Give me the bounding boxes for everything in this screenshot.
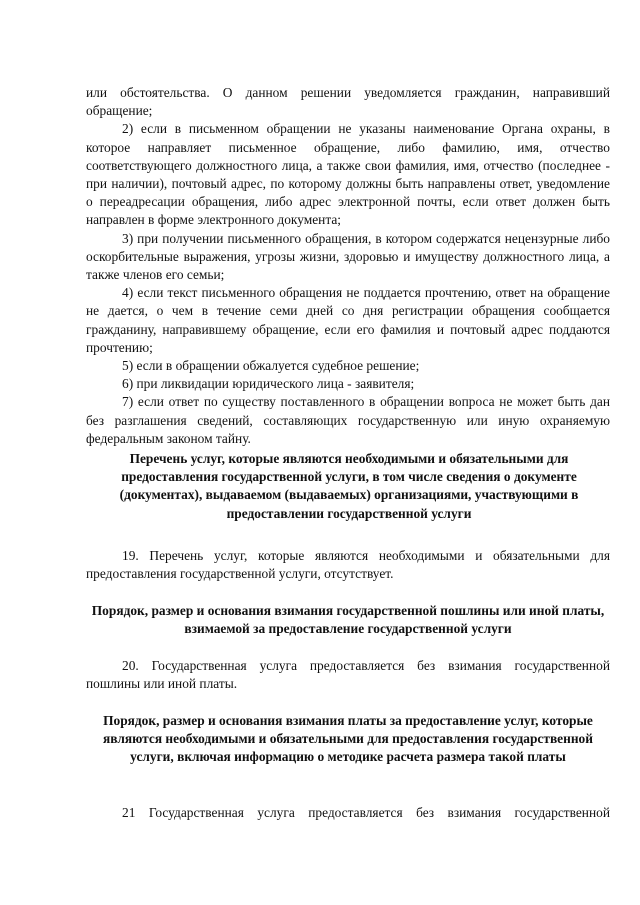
section-heading-duty [86,602,610,638]
paragraph-20-block [86,657,610,693]
paragraph-list [86,84,610,448]
paragraph-21-block [86,804,610,822]
paragraph-20: 20. Государственная услуга предоставляется без взимания государственной пошлины или иной платы. [86,658,610,692]
section-heading-fee [86,712,610,767]
section-heading: Порядок, размер и основания взимания платы за предоставление услуг, которые являются необходимыми и обязательными для предоставления государственной услуги, включая информацию о методике расчета размера такой платы [103,713,593,765]
list-item-2: 2) если в письменном обращении не указаны наименование Органа охраны, в которое направляет письменное обращение, либо фамилию, имя, отчество соответствующего должностного лица, а также свои фамилия, имя, отчество (последнее - при наличии), почтовый адрес, по которому должны быть направлены ответ, уведомление о переадресации обращения, либо адрес электронной почты, если ответ должен быть направлен в форме электронного документа; [86,121,610,228]
paragraph-21: 21 Государственная услуга предоставляется без взимания государственной [122,805,610,820]
list-item-4: 4) если текст письменного обращения не поддается прочтению, ответ на обращение не дается, о чем в течение семи дней со дня регистрации обращения сообщается гражданину, направившему обращение, если его фамилия и почтовый адрес поддаются прочтению; [86,285,610,355]
list-item-5: 5) если в обращении обжалуется судебное решение; [122,358,420,374]
paragraph-19-block [86,547,610,583]
list-item-6: 6) при ликвидации юридического лица - заявителя; [122,376,415,392]
section-heading: Перечень услуг, которые являются необходимыми и обязательными для предоставления государственной услуги, в том числе сведения о документе (документах), выдаваемом (выдаваемых) организациями, участвующими в предоставлении государственной услуги [119,451,579,521]
paragraph-continuation: или обстоятельства. О данном решении уведомляется гражданин, направивший обращение; [86,85,610,119]
section-heading: Порядок, размер и основания взимания государственной пошлины или иной платы, взимаемой за предоставление государственной услуги [91,603,605,637]
paragraph-19: 19. Перечень услуг, которые являются необходимыми и обязательными для предоставления государственной услуги, отсутствует. [86,548,610,582]
list-item-7: 7) если ответ по существу поставленного в обращении вопроса не может быть дан без разглашения сведений, составляющих государственную или иную охраняемую федеральным законом тайну. [86,394,610,446]
section-heading-services [88,450,610,523]
list-item-3: 3) при получении письменного обращения, в котором содержатся нецензурные либо оскорбительные выражения, угрозы жизни, здоровью и имуществу должностного лица, а также членов его семьи; [86,230,610,283]
